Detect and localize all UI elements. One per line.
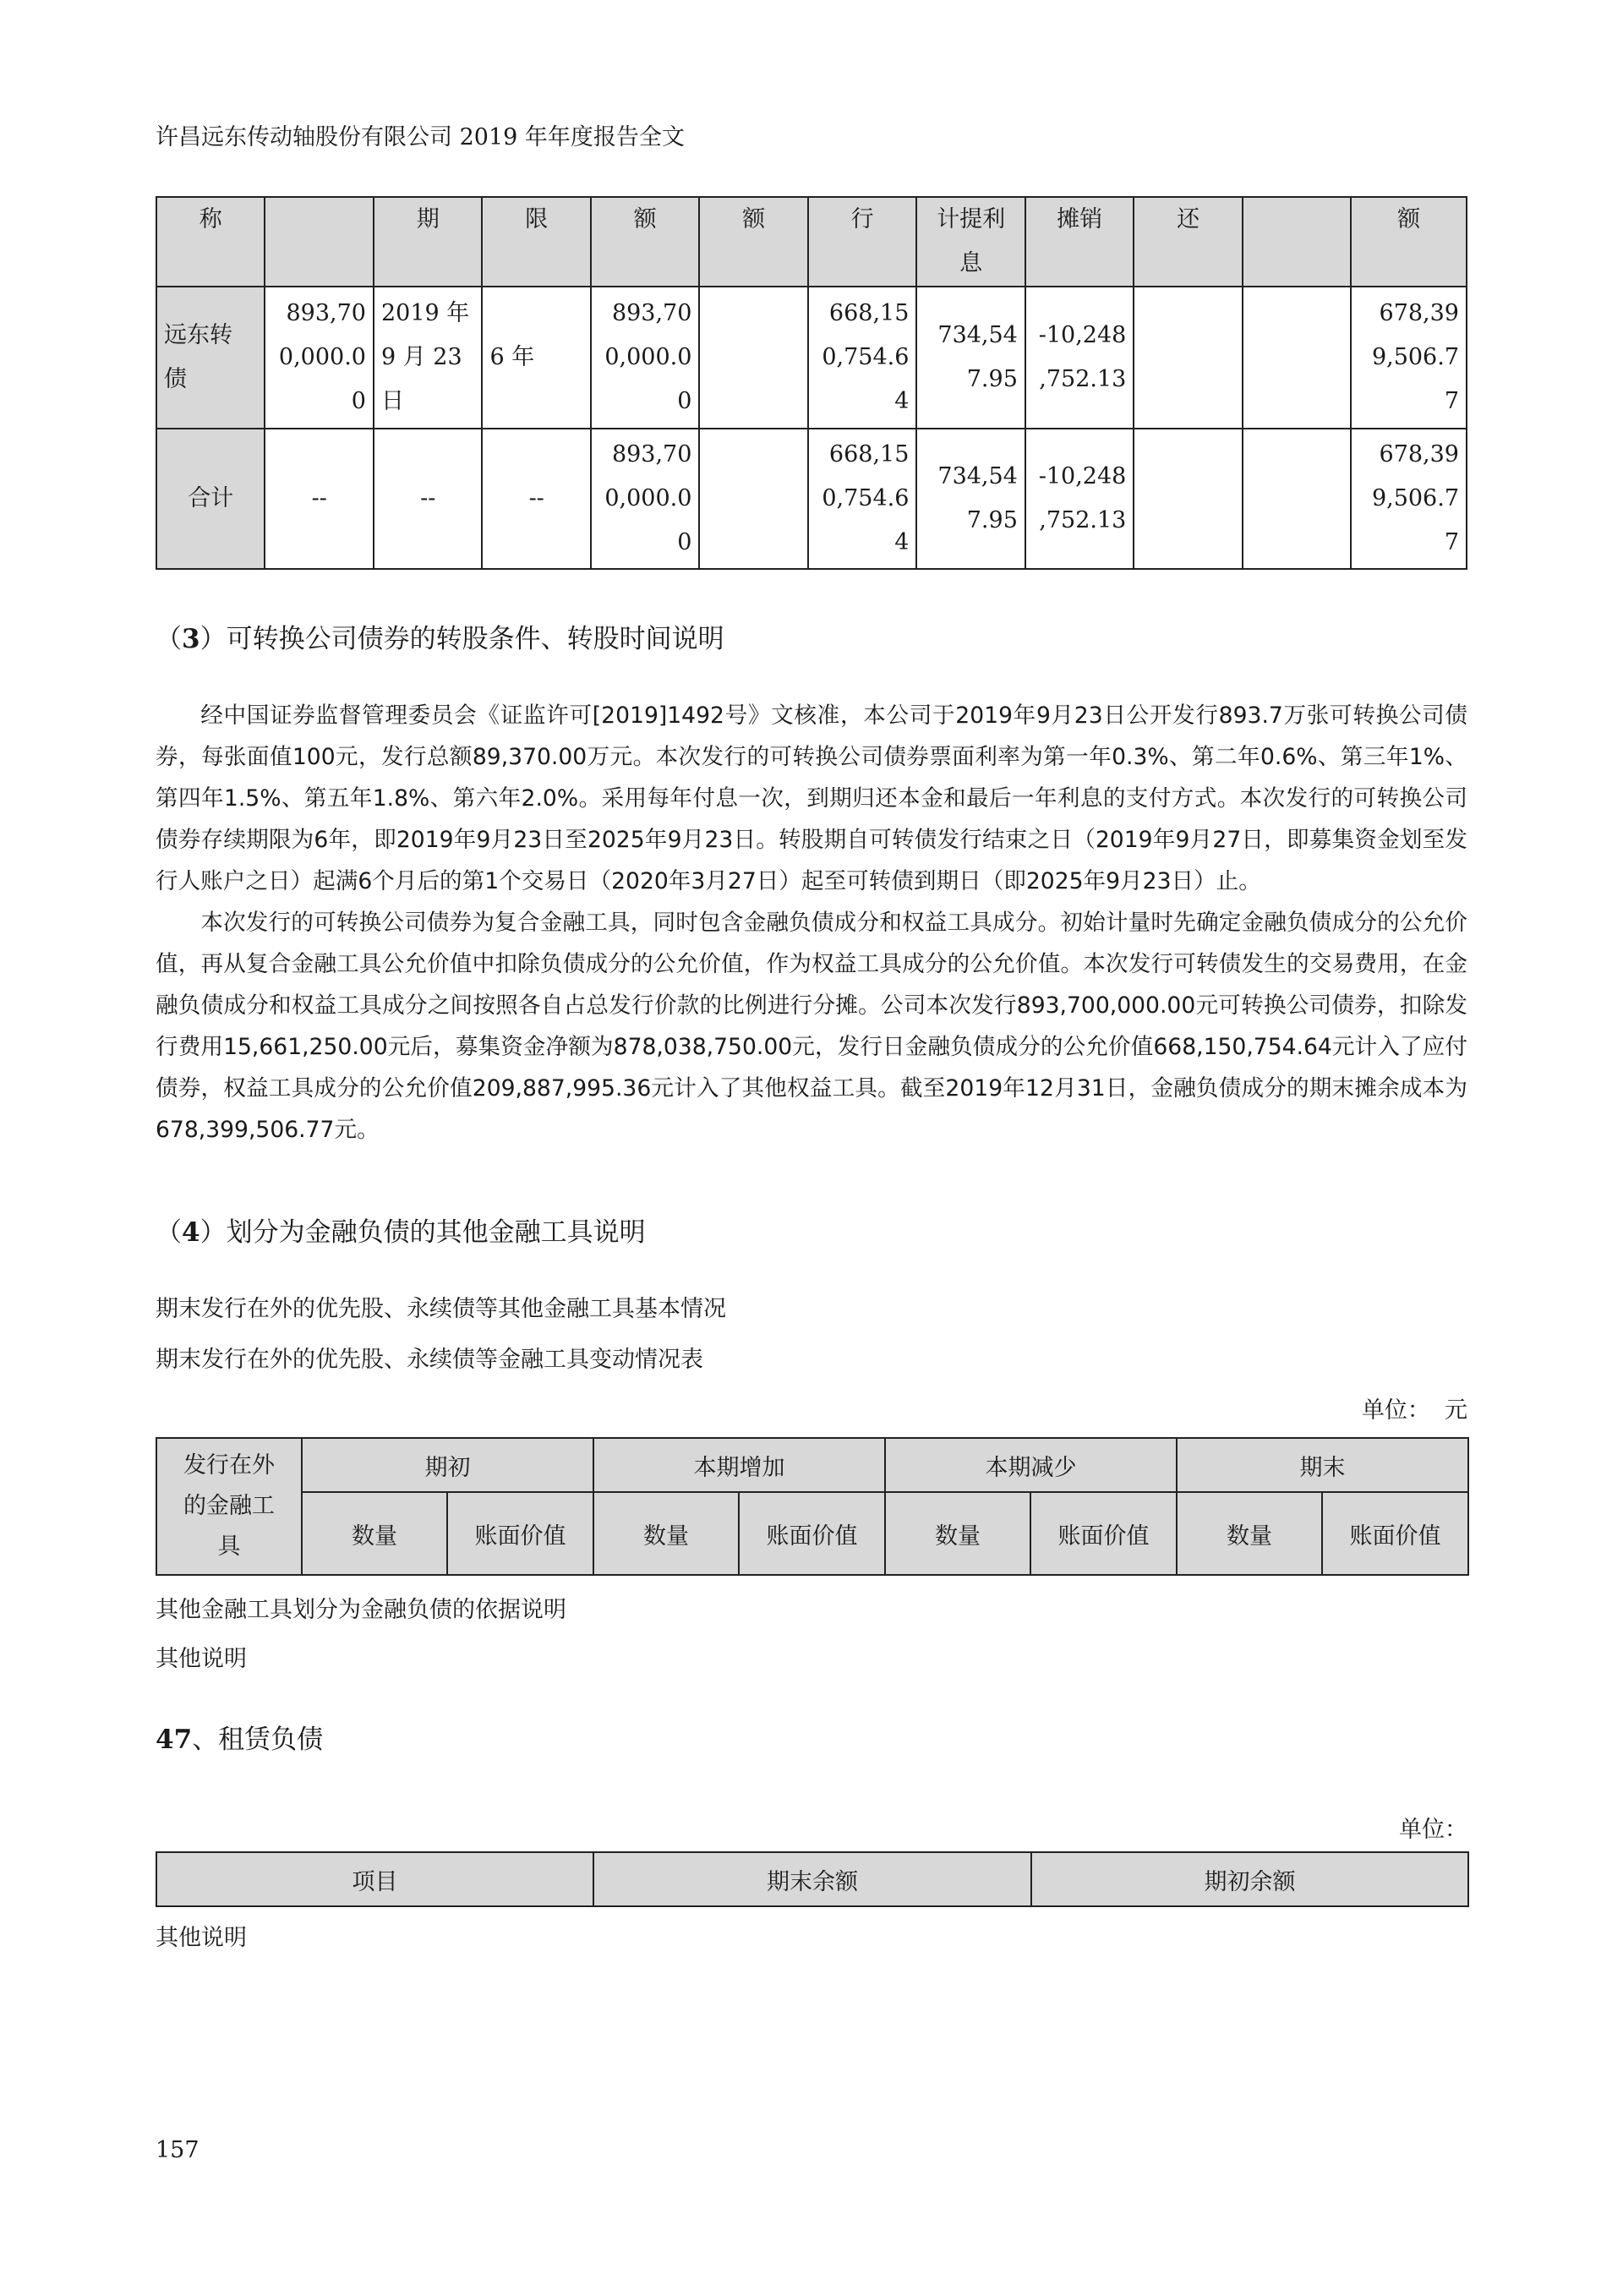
book-value-header: 账面价值 (1030, 1492, 1177, 1575)
amortization-cell: -10,248 ,752.13 (1025, 287, 1134, 429)
term-cell: 6 年 (482, 287, 590, 429)
bond-name-cell: 远东转 债 (156, 287, 265, 429)
section-4-title-text: 划分为金融负债的其他金融工具说明 (226, 1217, 646, 1248)
header-cell: 限 (482, 197, 590, 287)
info-line: 期末发行在外的优先股、永续债等其他金融工具基本情况 (156, 1296, 726, 1322)
lease-liability-table (156, 1851, 1469, 1907)
repay-cell (1134, 429, 1242, 569)
table-row (156, 287, 1467, 429)
unit-label: 单位： (1399, 1817, 1467, 1843)
ending-balance-cell: 678,39 9,506.7 7 (1351, 429, 1467, 569)
group-header: 本期减少 (885, 1438, 1177, 1492)
repay-cell (1134, 287, 1242, 429)
paragraph: 本次发行的可转换公司债券为复合金融工具，同时包含金融负债成分和权益工具成分。初始计量时先确定金融负债成分的公允价值，再从复合金融工具公允价值中扣除负债成分的公允价值，作为权益工具成分的公允价值。本次发行可转债发生的交易费用，在金融负债成分和权益工具成分之间按照各自占总发行价款的比例进行分摊。公司本次发行893,700,000.00元可转换公司债券，扣除发行费用15,661,250.00元后，募集资金净额为878,038,750.00元，发行日金融负债成分的公允价值668,150,754.64元计入了应付债券，权益工具成分的公允价值209,887,995.36元计入了其他权益工具。截至2019年12月31日，金融负债成分的期末摊余成本为678,399,506.77元。 (156, 910, 1467, 1143)
quantity-header: 数量 (302, 1492, 447, 1575)
bond-table (156, 196, 1467, 570)
ending-balance-header: 期末余额 (593, 1852, 1031, 1906)
empty-cell (699, 287, 807, 429)
group-header: 本期增加 (593, 1438, 885, 1492)
section-47-number: 47 (156, 1725, 193, 1755)
unit-label: 单位： 元 (1361, 1397, 1467, 1424)
item-header: 项目 (156, 1852, 593, 1906)
section-3-number: 3 (182, 624, 200, 654)
table-header-row (156, 1438, 1468, 1492)
quantity-header: 数量 (1177, 1492, 1322, 1575)
group-header: 期末 (1177, 1438, 1468, 1492)
section-47-title-text: 、租赁负债 (192, 1725, 324, 1755)
table-subheader-row (156, 1492, 1468, 1575)
amortization-cell: -10,248 ,752.13 (1025, 429, 1134, 569)
empty-cell (1243, 287, 1351, 429)
quantity-header: 数量 (885, 1492, 1030, 1575)
book-value-header: 账面价值 (739, 1492, 885, 1575)
bond-table-header-row (156, 197, 1467, 287)
interest-cell: 734,54 7.95 (916, 287, 1025, 429)
book-value-header: 账面价值 (447, 1492, 593, 1575)
section-4-title: （4）划分为金融负债的其他金融工具说明 (156, 1217, 646, 1248)
header-cell (1243, 197, 1351, 287)
interest-cell: 734,54 7.95 (916, 429, 1025, 569)
section-3-body (156, 695, 1467, 1151)
group-header: 期初 (302, 1438, 593, 1492)
financial-instrument-table (156, 1437, 1469, 1576)
header-cell: 额 (699, 197, 807, 287)
header-cell: 称 (156, 197, 265, 287)
section-3-title: （3）可转换公司债券的转股条件、转股时间说明 (156, 624, 724, 654)
header-cell: 还 (1134, 197, 1242, 287)
header-cell: 行 (808, 197, 916, 287)
section-3-title-text: 可转换公司债券的转股条件、转股时间说明 (226, 624, 724, 654)
section-47-title (156, 1718, 323, 1756)
header-cell: 计提利 息 (916, 197, 1025, 287)
paragraph: 经中国证券监督管理委员会《证监许可[2019]1492号》文核准，本公司于2019年9月23日公开发行893.7万张可转换公司债券，每张面值100元，发行总额89,370.00万元。本次发行的可转换公司债券票面利率为第一年0.3%、第二年0.6%、第三年1%、第四年1.5%、第五年1.8%、第六年2.0%。采用每年付息一次，到期归还本金和最后一年利息的支付方式。本次发行的可转换公司债券存续期限为6年，即2019年9月23日至2025年9月23日。转股期自可转债发行结束之日（2019年9月27日，即募集资金划至发行人账户之日）起满6个月后的第1个交易日（2020年3月27日）起至可转债到期日（即2025年9月23日）止。 (156, 702, 1467, 894)
header-cell: 摊销 (1025, 197, 1134, 287)
book-value-header: 账面价值 (1322, 1492, 1468, 1575)
issue-date-cell: 2019 年 9 月 23 日 (374, 287, 482, 429)
face-value-cell: 893,70 0,000.0 0 (265, 287, 373, 429)
total-label-cell: 合计 (156, 429, 265, 569)
empty-cell (699, 429, 807, 569)
issue-cell: 668,15 0,754.6 4 (808, 429, 916, 569)
opening-balance-header: 期初余额 (1031, 1852, 1468, 1906)
header-cell: 期 (374, 197, 482, 287)
ending-balance-cell: 678,39 9,506.7 7 (1351, 287, 1467, 429)
amount-cell: 893,70 0,000.0 0 (591, 429, 699, 569)
report-header: 许昌远东传动轴股份有限公司 2019 年年度报告全文 (156, 124, 685, 150)
page-number: 157 (156, 2137, 199, 2163)
amount-cell: 893,70 0,000.0 0 (591, 287, 699, 429)
section-4-number: 4 (182, 1217, 200, 1248)
header-cell: 额 (1351, 197, 1467, 287)
header-cell (265, 197, 373, 287)
note-line: 其他金融工具划分为金融负债的依据说明 (156, 1597, 566, 1623)
note-line: 其他说明 (156, 1925, 247, 1951)
face-value-cell: -- (265, 429, 373, 569)
header-cell: 额 (591, 197, 699, 287)
empty-cell (1243, 429, 1351, 569)
issue-cell: 668,15 0,754.6 4 (808, 287, 916, 429)
info-line: 期末发行在外的优先股、永续债等金融工具变动情况表 (156, 1347, 703, 1373)
table-row (156, 429, 1467, 569)
issue-date-cell: -- (374, 429, 482, 569)
instrument-header: 发行在外 的金融工 具 (156, 1438, 302, 1575)
term-cell: -- (482, 429, 590, 569)
note-line: 其他说明 (156, 1646, 247, 1672)
table-header-row (156, 1852, 1468, 1906)
quantity-header: 数量 (593, 1492, 739, 1575)
